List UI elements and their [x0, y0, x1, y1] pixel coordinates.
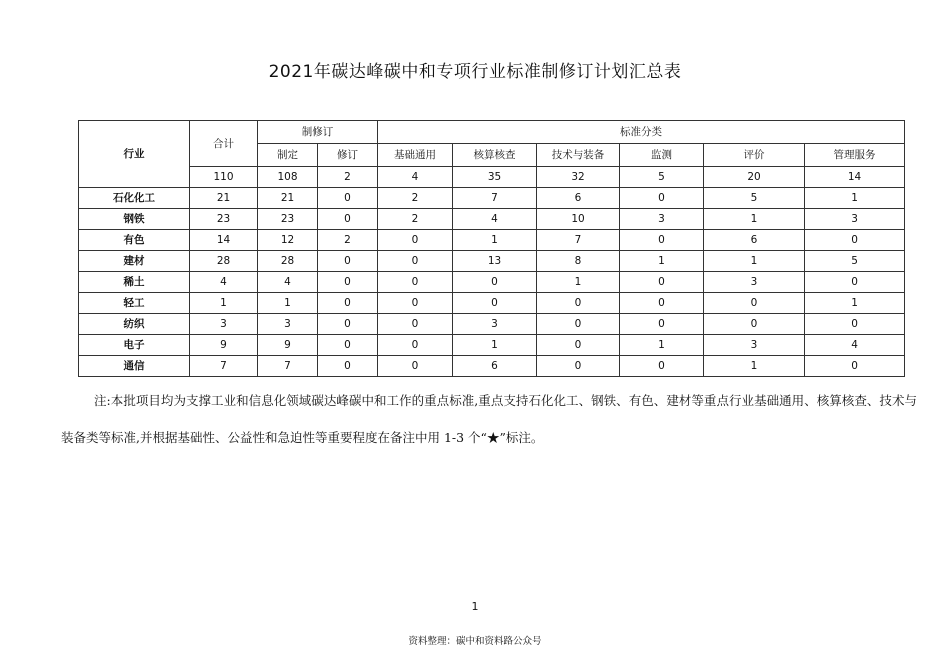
- totals-cell: 32: [537, 167, 620, 188]
- value-cell: 1: [805, 188, 905, 209]
- table-row: [79, 188, 905, 209]
- value-cell: 10: [537, 209, 620, 230]
- industry-cell: 钢铁: [79, 209, 190, 230]
- totals-cell: 108: [258, 167, 318, 188]
- value-cell: 4: [190, 272, 258, 293]
- industry-cell: 电子: [79, 335, 190, 356]
- value-cell: 0: [318, 272, 378, 293]
- totals-cell: 5: [620, 167, 704, 188]
- totals-cell: 4: [378, 167, 453, 188]
- value-cell: 0: [378, 335, 453, 356]
- header-tech: 技术与装备: [537, 144, 620, 167]
- value-cell: 0: [318, 293, 378, 314]
- value-cell: 3: [620, 209, 704, 230]
- value-cell: 2: [378, 209, 453, 230]
- value-cell: 1: [704, 356, 805, 377]
- value-cell: 1: [537, 272, 620, 293]
- value-cell: 0: [378, 293, 453, 314]
- header-category-group: 标准分类: [378, 121, 905, 144]
- value-cell: 0: [318, 251, 378, 272]
- value-cell: 1: [453, 230, 537, 251]
- value-cell: 0: [704, 314, 805, 335]
- header-revise: 修订: [318, 144, 378, 167]
- header-revision-group: 制修订: [258, 121, 378, 144]
- table-row: [79, 314, 905, 335]
- value-cell: 1: [704, 251, 805, 272]
- value-cell: 7: [453, 188, 537, 209]
- value-cell: 1: [704, 209, 805, 230]
- totals-cell: 35: [453, 167, 537, 188]
- header-row-1: [79, 121, 905, 144]
- value-cell: 6: [453, 356, 537, 377]
- industry-cell: 稀土: [79, 272, 190, 293]
- value-cell: 13: [453, 251, 537, 272]
- totals-cell: 14: [805, 167, 905, 188]
- value-cell: 28: [258, 251, 318, 272]
- value-cell: 1: [620, 251, 704, 272]
- value-cell: 1: [453, 335, 537, 356]
- value-cell: 7: [190, 356, 258, 377]
- value-cell: 4: [453, 209, 537, 230]
- value-cell: 0: [318, 209, 378, 230]
- footer-source: 资料整理：碳中和资料路公众号: [408, 636, 542, 647]
- table-row: [79, 335, 905, 356]
- header-management: 管理服务: [805, 144, 905, 167]
- value-cell: 0: [378, 251, 453, 272]
- table-row: [79, 272, 905, 293]
- header-total: 合计: [190, 121, 258, 167]
- value-cell: 0: [378, 230, 453, 251]
- industry-cell: 有色: [79, 230, 190, 251]
- header-industry: 行业: [79, 121, 190, 188]
- table-row: [79, 293, 905, 314]
- value-cell: 0: [620, 293, 704, 314]
- value-cell: 23: [190, 209, 258, 230]
- value-cell: 0: [620, 356, 704, 377]
- value-cell: 12: [258, 230, 318, 251]
- value-cell: 2: [378, 188, 453, 209]
- value-cell: 0: [537, 356, 620, 377]
- industry-cell: 纺织: [79, 314, 190, 335]
- value-cell: 3: [190, 314, 258, 335]
- value-cell: 3: [704, 272, 805, 293]
- value-cell: 0: [805, 314, 905, 335]
- value-cell: 9: [190, 335, 258, 356]
- value-cell: 0: [453, 272, 537, 293]
- value-cell: 0: [537, 314, 620, 335]
- value-cell: 0: [318, 188, 378, 209]
- value-cell: 0: [620, 230, 704, 251]
- value-cell: 7: [537, 230, 620, 251]
- header-formulate: 制定: [258, 144, 318, 167]
- value-cell: 5: [704, 188, 805, 209]
- value-cell: 2: [318, 230, 378, 251]
- value-cell: 1: [805, 293, 905, 314]
- value-cell: 1: [190, 293, 258, 314]
- value-cell: 14: [190, 230, 258, 251]
- value-cell: 0: [805, 230, 905, 251]
- industry-cell: 石化化工: [79, 188, 190, 209]
- table-row: [79, 251, 905, 272]
- value-cell: 5: [805, 251, 905, 272]
- value-cell: 6: [704, 230, 805, 251]
- header-accounting: 核算核查: [453, 144, 537, 167]
- value-cell: 0: [378, 356, 453, 377]
- value-cell: 0: [318, 356, 378, 377]
- value-cell: 3: [453, 314, 537, 335]
- page-title: 2021年碳达峰碳中和专项行业标准制修订计划汇总表: [268, 62, 682, 82]
- summary-table: [78, 120, 905, 377]
- value-cell: 3: [805, 209, 905, 230]
- totals-row: [79, 167, 905, 188]
- totals-cell: 20: [704, 167, 805, 188]
- value-cell: 3: [704, 335, 805, 356]
- note-paragraph: 注:本批项目均为支撑工业和信息化领域碳达峰碳中和工作的重点标准,重点支持石化化工、钢铁、有色、建材等重点行业基础通用、核算核查、技术与装备类等标准,并根据基础性、公益性和急迫性等重要程度在备注中用 1-3 个“★”标注。: [61, 393, 917, 445]
- value-cell: 21: [190, 188, 258, 209]
- value-cell: 7: [258, 356, 318, 377]
- totals-cell: 2: [318, 167, 378, 188]
- value-cell: 8: [537, 251, 620, 272]
- industry-cell: 轻工: [79, 293, 190, 314]
- value-cell: 9: [258, 335, 318, 356]
- value-cell: 0: [537, 335, 620, 356]
- value-cell: 0: [318, 314, 378, 335]
- value-cell: 23: [258, 209, 318, 230]
- value-cell: 1: [258, 293, 318, 314]
- value-cell: 0: [537, 293, 620, 314]
- page-number: 1: [471, 600, 479, 613]
- table-row: [79, 356, 905, 377]
- value-cell: 6: [537, 188, 620, 209]
- value-cell: 0: [378, 272, 453, 293]
- value-cell: 0: [620, 272, 704, 293]
- value-cell: 21: [258, 188, 318, 209]
- value-cell: 0: [318, 335, 378, 356]
- industry-cell: 通信: [79, 356, 190, 377]
- table-row: [79, 230, 905, 251]
- value-cell: 4: [805, 335, 905, 356]
- value-cell: 1: [620, 335, 704, 356]
- table-row: [79, 209, 905, 230]
- value-cell: 0: [805, 272, 905, 293]
- value-cell: 3: [258, 314, 318, 335]
- header-evaluation: 评价: [704, 144, 805, 167]
- value-cell: 0: [805, 356, 905, 377]
- totals-cell: 110: [190, 167, 258, 188]
- value-cell: 0: [704, 293, 805, 314]
- header-monitoring: 监测: [620, 144, 704, 167]
- value-cell: 28: [190, 251, 258, 272]
- value-cell: 0: [620, 314, 704, 335]
- header-basic: 基础通用: [378, 144, 453, 167]
- value-cell: 0: [453, 293, 537, 314]
- value-cell: 4: [258, 272, 318, 293]
- value-cell: 0: [620, 188, 704, 209]
- value-cell: 0: [378, 314, 453, 335]
- industry-cell: 建材: [79, 251, 190, 272]
